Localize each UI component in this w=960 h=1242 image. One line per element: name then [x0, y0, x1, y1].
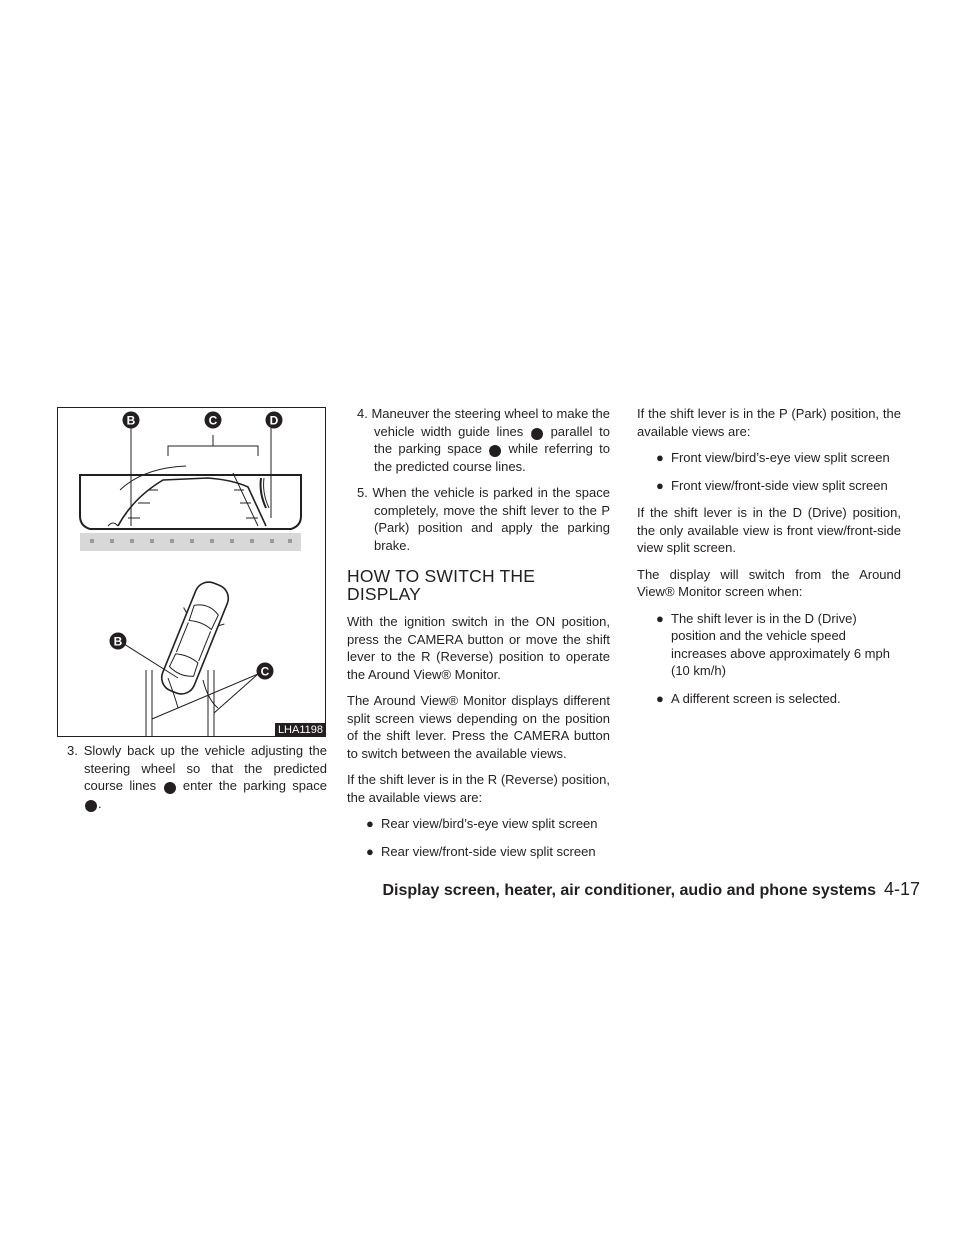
column-3	[637, 405, 901, 717]
label-c-top	[205, 412, 222, 429]
svg-text:C: C	[208, 413, 218, 428]
label-d-top	[266, 412, 283, 429]
car-top-view	[153, 576, 237, 700]
marker-d-icon: D	[531, 428, 543, 440]
figure-id-label: LHA1198	[275, 723, 326, 737]
list-item: ● Front view/bird’s-eye view split screen	[656, 450, 890, 465]
step-5-number: 5.	[357, 485, 368, 500]
step-5	[347, 484, 610, 554]
monitor-screen-outline	[80, 475, 301, 529]
list-item: ● Front view/front-side view split screen	[656, 477, 888, 493]
illustration-figure	[57, 407, 326, 737]
label-c-bottom	[257, 663, 274, 680]
paragraph-drive: If the shift lever is in the D (Drive) position, the only available view is front view/front-side view split screen.	[637, 505, 901, 555]
bullet-icon: ●	[366, 816, 374, 831]
bullet-icon: ●	[656, 610, 664, 626]
step-5-text: When the vehicle is parked in the space completely, move the shift lever to the P (Park) position and apply the parking brake.	[372, 485, 610, 553]
paragraph-ignition: With the ignition switch in the ON position, press the CAMERA button or move the shift lever to the R (Reverse) position to operate the Around View® Monitor.	[347, 614, 610, 682]
paragraph-reverse: If the shift lever is in the R (Reverse) position, the available views are:	[347, 772, 610, 805]
predicted-course-lines	[118, 478, 266, 526]
footer-section-title: Display screen, heater, air conditioner, audio and phone systems	[382, 882, 876, 899]
list-item: ● A different screen is selected.	[656, 690, 841, 706]
step-3-text-c: .	[98, 795, 102, 811]
step-3	[57, 742, 327, 812]
list-item: ● Rear view/bird’s-eye view split screen	[366, 816, 598, 831]
label-b-top	[123, 412, 140, 429]
paragraph-split-views: The Around View® Monitor displays different split screen views depending on the position of the shift lever. Press the CAMERA button to switch between the available views.	[347, 693, 610, 761]
step-4-text-b: parallel to the parking space	[374, 423, 610, 456]
svg-text:B: B	[113, 634, 123, 649]
bullet-icon: ●	[656, 690, 664, 706]
parking-guide-illustration	[58, 408, 325, 736]
svg-text:B: B	[126, 413, 136, 428]
label-b-bottom	[110, 633, 127, 650]
marker-c-icon: C	[489, 445, 501, 457]
column-1	[57, 742, 327, 821]
page-number: 4-17	[883, 879, 920, 899]
list-item: ● Rear view/front-side view split screen	[366, 843, 596, 859]
bullet-icon: ●	[656, 477, 664, 493]
column-2	[347, 405, 610, 870]
svg-text:C: C	[260, 664, 270, 679]
list-item: ● The shift lever is in the D (Drive) position and the vehicle speed increases above approximately 6 mph (10 km/h)	[656, 610, 890, 678]
bullet-icon: ●	[366, 843, 374, 859]
guide-ticks	[128, 490, 258, 518]
section-heading: HOW TO SWITCH THE DISPLAY	[347, 566, 536, 604]
step-4-text-c: while referring to the predicted course lines.	[374, 441, 610, 474]
svg-text:D: D	[269, 413, 279, 428]
step-3-text-b: enter the parking space	[182, 778, 327, 793]
step-3-text-a: Slowly back up the vehicle adjusting the steering wheel so that the predicted course lines	[83, 743, 327, 793]
marker-c-icon: C	[85, 800, 97, 812]
step-3-number: 3.	[67, 743, 78, 758]
page-footer	[382, 879, 920, 900]
step-4-text-a: Maneuver the steering wheel to make the vehicle width guide lines	[371, 406, 610, 439]
step-4-number: 4.	[357, 406, 368, 421]
bullet-icon: ●	[656, 450, 664, 465]
paragraph-park: If the shift lever is in the P (Park) position, the available views are:	[637, 406, 901, 439]
marker-b-icon: B	[164, 782, 176, 794]
step-4	[347, 405, 610, 475]
paragraph-switch: The display will switch from the Around View® Monitor screen when:	[637, 566, 901, 599]
